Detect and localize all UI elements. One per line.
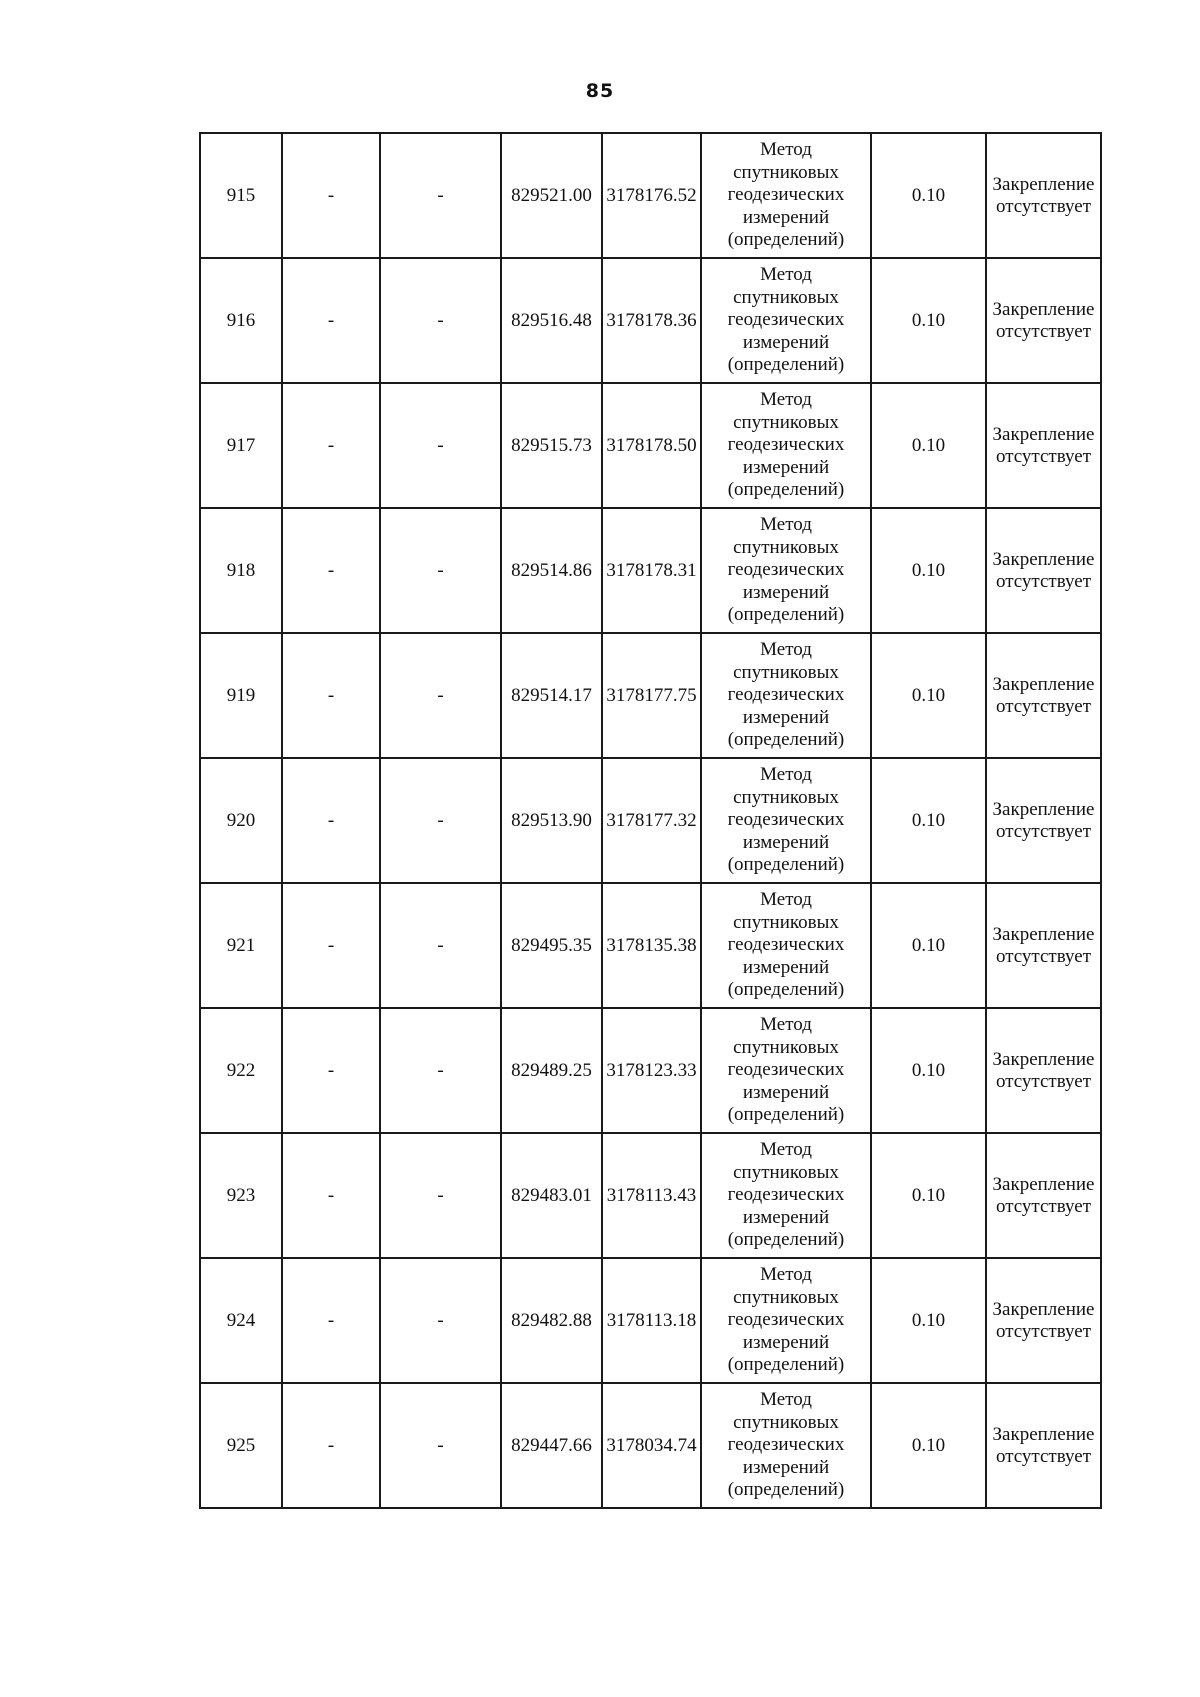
y-coordinate-cell: 3178034.74	[602, 1383, 701, 1508]
table-row	[200, 1133, 1101, 1258]
point-number-cell: 919	[200, 633, 282, 758]
fixing-line: отсутствует	[995, 820, 1092, 842]
y-coordinate-cell: 3178113.43	[602, 1133, 701, 1258]
old-x-cell: -	[282, 1008, 380, 1133]
method-line: измерений	[742, 831, 830, 853]
fixing-line: Закрепление	[992, 1423, 1095, 1445]
fixing-cell	[986, 633, 1101, 758]
method-line: спутниковых	[733, 411, 839, 433]
method-line: Метод	[760, 139, 812, 161]
method-line: Метод	[760, 889, 812, 911]
method-cell	[701, 633, 871, 758]
method-line: измерений	[742, 956, 830, 978]
method-line: спутниковых	[733, 911, 839, 933]
fixing-line: Закрепление	[992, 673, 1095, 695]
table-row	[200, 258, 1101, 383]
method-line: спутниковых	[733, 1161, 839, 1183]
fixing-line: отсутствует	[995, 1195, 1092, 1217]
fixing-line: отсутствует	[995, 945, 1092, 967]
method-line: Метод	[760, 1014, 812, 1036]
y-coordinate-cell: 3178178.36	[602, 258, 701, 383]
method-line: (определений)	[727, 729, 845, 751]
fixing-cell	[986, 758, 1101, 883]
fixing-line: Закрепление	[992, 423, 1095, 445]
method-line: геодезических	[727, 184, 845, 206]
fixing-line: Закрепление	[992, 923, 1095, 945]
fixing-line: Закрепление	[992, 1048, 1095, 1070]
table-row	[200, 1383, 1101, 1508]
method-line: измерений	[742, 1206, 830, 1228]
x-coordinate-cell: 829516.48	[501, 258, 602, 383]
method-line: Метод	[760, 514, 812, 536]
table-body	[200, 133, 1101, 1508]
y-coordinate-cell: 3178123.33	[602, 1008, 701, 1133]
method-line: спутниковых	[733, 536, 839, 558]
x-coordinate-cell: 829514.17	[501, 633, 602, 758]
method-line: геодезических	[727, 934, 845, 956]
fixing-cell	[986, 883, 1101, 1008]
method-line: Метод	[760, 639, 812, 661]
x-coordinate-cell: 829514.86	[501, 508, 602, 633]
table-row	[200, 758, 1101, 883]
x-coordinate-cell: 829495.35	[501, 883, 602, 1008]
point-number-cell: 916	[200, 258, 282, 383]
method-line: Метод	[760, 1139, 812, 1161]
fixing-line: отсутствует	[995, 195, 1092, 217]
y-coordinate-cell: 3178113.18	[602, 1258, 701, 1383]
method-line: (определений)	[727, 1104, 845, 1126]
accuracy-cell: 0.10	[871, 1133, 986, 1258]
method-line: геодезических	[727, 559, 845, 581]
method-line: спутниковых	[733, 1411, 839, 1433]
method-cell	[701, 383, 871, 508]
accuracy-cell: 0.10	[871, 258, 986, 383]
method-cell	[701, 758, 871, 883]
fixing-cell	[986, 1133, 1101, 1258]
method-line: спутниковых	[733, 1036, 839, 1058]
fixing-line: Закрепление	[992, 548, 1095, 570]
point-number-cell: 923	[200, 1133, 282, 1258]
table-row	[200, 1008, 1101, 1133]
old-x-cell: -	[282, 133, 380, 258]
method-line: измерений	[742, 456, 830, 478]
method-line: (определений)	[727, 854, 845, 876]
point-number-cell: 917	[200, 383, 282, 508]
method-line: Метод	[760, 1389, 812, 1411]
accuracy-cell: 0.10	[871, 508, 986, 633]
x-coordinate-cell: 829515.73	[501, 383, 602, 508]
method-line: (определений)	[727, 354, 845, 376]
method-line: спутниковых	[733, 661, 839, 683]
method-line: измерений	[742, 331, 830, 353]
accuracy-cell: 0.10	[871, 758, 986, 883]
method-line: спутниковых	[733, 1286, 839, 1308]
fixing-line: отсутствует	[995, 445, 1092, 467]
fixing-line: Закрепление	[992, 298, 1095, 320]
method-line: (определений)	[727, 1479, 845, 1501]
table-row	[200, 1258, 1101, 1383]
accuracy-cell: 0.10	[871, 1258, 986, 1383]
method-line: геодезических	[727, 684, 845, 706]
table-row	[200, 883, 1101, 1008]
method-line: (определений)	[727, 1229, 845, 1251]
fixing-line: Закрепление	[992, 798, 1095, 820]
old-x-cell: -	[282, 1133, 380, 1258]
old-y-cell: -	[380, 758, 501, 883]
method-cell	[701, 1383, 871, 1508]
old-y-cell: -	[380, 1383, 501, 1508]
fixing-cell	[986, 508, 1101, 633]
method-line: геодезических	[727, 434, 845, 456]
point-number-cell: 918	[200, 508, 282, 633]
y-coordinate-cell: 3178177.75	[602, 633, 701, 758]
x-coordinate-cell: 829521.00	[501, 133, 602, 258]
x-coordinate-cell: 829489.25	[501, 1008, 602, 1133]
method-line: геодезических	[727, 1434, 845, 1456]
accuracy-cell: 0.10	[871, 633, 986, 758]
y-coordinate-cell: 3178177.32	[602, 758, 701, 883]
accuracy-cell: 0.10	[871, 383, 986, 508]
point-number-cell: 924	[200, 1258, 282, 1383]
table-row	[200, 633, 1101, 758]
table-row	[200, 383, 1101, 508]
fixing-cell	[986, 1258, 1101, 1383]
old-x-cell: -	[282, 633, 380, 758]
fixing-cell	[986, 383, 1101, 508]
point-number-cell: 922	[200, 1008, 282, 1133]
old-x-cell: -	[282, 383, 380, 508]
point-number-cell: 921	[200, 883, 282, 1008]
point-number-cell: 915	[200, 133, 282, 258]
x-coordinate-cell: 829513.90	[501, 758, 602, 883]
method-line: (определений)	[727, 479, 845, 501]
method-line: спутниковых	[733, 161, 839, 183]
fixing-line: отсутствует	[995, 570, 1092, 592]
method-line: измерений	[742, 581, 830, 603]
old-y-cell: -	[380, 1258, 501, 1383]
fixing-line: отсутствует	[995, 320, 1092, 342]
old-x-cell: -	[282, 258, 380, 383]
old-y-cell: -	[380, 1008, 501, 1133]
old-x-cell: -	[282, 758, 380, 883]
x-coordinate-cell: 829482.88	[501, 1258, 602, 1383]
old-x-cell: -	[282, 883, 380, 1008]
x-coordinate-cell: 829447.66	[501, 1383, 602, 1508]
method-cell	[701, 1133, 871, 1258]
method-line: спутниковых	[733, 286, 839, 308]
accuracy-cell: 0.10	[871, 883, 986, 1008]
method-line: геодезических	[727, 1059, 845, 1081]
fixing-cell	[986, 133, 1101, 258]
accuracy-cell: 0.10	[871, 133, 986, 258]
method-line: Метод	[760, 389, 812, 411]
fixing-line: Закрепление	[992, 173, 1095, 195]
fixing-line: Закрепление	[992, 1173, 1095, 1195]
old-y-cell: -	[380, 383, 501, 508]
method-cell	[701, 1258, 871, 1383]
method-line: измерений	[742, 206, 830, 228]
method-line: измерений	[742, 1081, 830, 1103]
table-row	[200, 508, 1101, 633]
old-x-cell: -	[282, 508, 380, 633]
fixing-line: Закрепление	[992, 1298, 1095, 1320]
old-y-cell: -	[380, 258, 501, 383]
method-cell	[701, 508, 871, 633]
point-number-cell: 925	[200, 1383, 282, 1508]
x-coordinate-cell: 829483.01	[501, 1133, 602, 1258]
y-coordinate-cell: 3178135.38	[602, 883, 701, 1008]
coordinates-table	[199, 132, 1102, 1509]
method-cell	[701, 883, 871, 1008]
fixing-line: отсутствует	[995, 1070, 1092, 1092]
method-line: Метод	[760, 1264, 812, 1286]
method-line: геодезических	[727, 309, 845, 331]
y-coordinate-cell: 3178178.31	[602, 508, 701, 633]
method-line: измерений	[742, 706, 830, 728]
y-coordinate-cell: 3178176.52	[602, 133, 701, 258]
method-line: геодезических	[727, 1184, 845, 1206]
fixing-cell	[986, 258, 1101, 383]
fixing-cell	[986, 1383, 1101, 1508]
old-x-cell: -	[282, 1258, 380, 1383]
method-line: (определений)	[727, 229, 845, 251]
method-line: (определений)	[727, 604, 845, 626]
method-line: Метод	[760, 264, 812, 286]
method-line: измерений	[742, 1331, 830, 1353]
fixing-line: отсутствует	[995, 1320, 1092, 1342]
method-line: геодезических	[727, 1309, 845, 1331]
method-line: Метод	[760, 764, 812, 786]
old-y-cell: -	[380, 508, 501, 633]
method-cell	[701, 258, 871, 383]
method-line: спутниковых	[733, 786, 839, 808]
method-cell	[701, 1008, 871, 1133]
method-line: геодезических	[727, 809, 845, 831]
old-y-cell: -	[380, 133, 501, 258]
old-y-cell: -	[380, 1133, 501, 1258]
table-row	[200, 133, 1101, 258]
accuracy-cell: 0.10	[871, 1383, 986, 1508]
old-y-cell: -	[380, 883, 501, 1008]
y-coordinate-cell: 3178178.50	[602, 383, 701, 508]
fixing-line: отсутствует	[995, 695, 1092, 717]
method-line: (определений)	[727, 1354, 845, 1376]
fixing-line: отсутствует	[995, 1445, 1092, 1467]
point-number-cell: 920	[200, 758, 282, 883]
method-cell	[701, 133, 871, 258]
accuracy-cell: 0.10	[871, 1008, 986, 1133]
old-x-cell: -	[282, 1383, 380, 1508]
method-line: (определений)	[727, 979, 845, 1001]
old-y-cell: -	[380, 633, 501, 758]
fixing-cell	[986, 1008, 1101, 1133]
page-number: 85	[585, 80, 615, 102]
method-line: измерений	[742, 1456, 830, 1478]
